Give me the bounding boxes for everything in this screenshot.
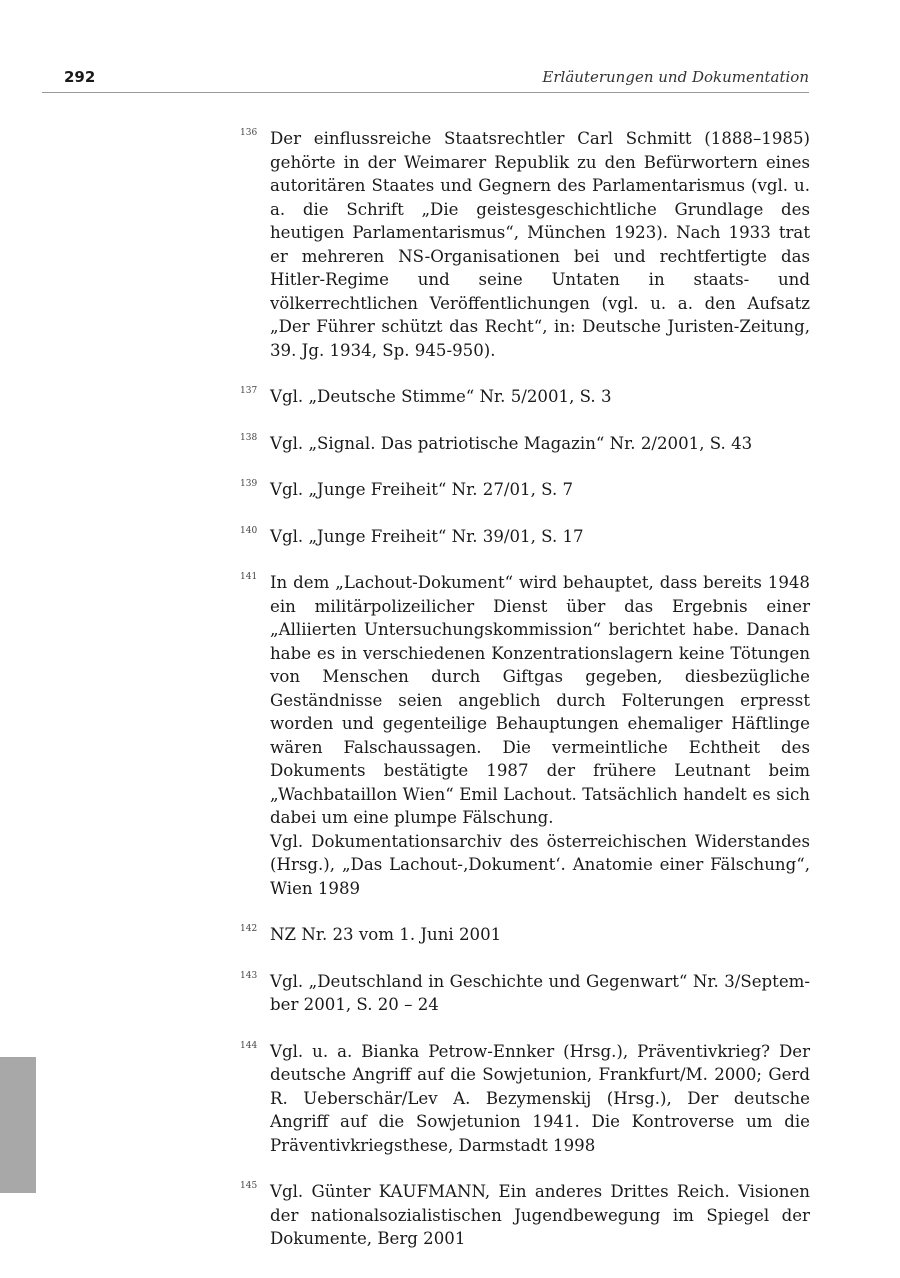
endnote-number: 142	[240, 924, 258, 934]
endnote	[240, 478, 810, 502]
endnote-number: 138	[240, 432, 258, 443]
endnote-text: Vgl. Günter KAUFMANN, Ein anderes Drittes Reich. Visionen der nationalsozialistischen Jugendbewegung im Spiegel der Dokumente, Berg 2001	[270, 1182, 810, 1248]
page-number: 292	[64, 68, 96, 86]
endnote	[240, 970, 810, 1017]
endnote-number: 145	[240, 1181, 258, 1191]
endnote-text: Vgl. „Junge Freiheit“ Nr. 39/01, S. 17	[270, 526, 584, 546]
section-thumb-tab	[0, 1057, 36, 1193]
endnote	[240, 432, 810, 456]
endnote-number: 136	[240, 128, 258, 138]
endnote	[240, 1040, 810, 1158]
endnote	[240, 923, 810, 947]
endnote-number: 144	[240, 1040, 258, 1051]
endnote-text: Vgl. u. a. Bianka Petrow-Ennker (Hrsg.), Präventivkrieg? Der deutsche Angriff auf die Sowjetunion, Frankfurt/M. 2000; Gerd R. Ueberschär/Lev A. Bezymenskij (Hrsg.), Der deutsche Angriff auf die Sowjetunion 1941. Die Kontroverse um die Präventivkriegsthese, Darmstadt 1998	[270, 1041, 810, 1155]
endnote-text: In dem „Lachout-Dokument“ wird behauptet, dass bereits 1948 ein militärpolizeilicher Dienst über das Ergebnis einer „Alliierten Untersuchungskommission“ berichtet habe. Danach habe es in verschiedenen Konzentrationslagern keine Tötungen von Menschen durch Giftgas gegeben, diesbezügliche Geständnisse seien angeblich durch Folterungen erpresst worden und gegenteilige Behauptungen ehemaliger Häftlinge wären Falschaussagen. Die vermeintliche Echtheit des Dokuments bestätigte 1987 der frühere Leutnant beim „Wachbataillon Wien“ Emil Lachout. Tatsächlich handelt es sich dabei um eine plumpe Fälschung.	[270, 573, 810, 827]
endnote	[240, 385, 810, 409]
running-title: Erläuterungen und Dokumentation	[542, 68, 809, 86]
endnote-text: Vgl. „Deutschland in Geschichte und Gegenwart“ Nr. 3/September 2001, S. 20 – 24	[270, 971, 810, 1014]
endnote	[240, 571, 810, 900]
endnote	[240, 1180, 810, 1251]
endnote-text: Der einflussreiche Staatsrechtler Carl Schmitt (1888–1985) gehörte in der Weimarer Republik zu den Befürwortern eines autoritären Staates und Gegnern des Parlamentarismus (vgl. u. a. die Schrift „Die geistesgeschichtliche Grundlage des heutigen Parlamentarismus“, München 1923). Nach 1933 trat er mehreren NS-Organisationen bei und rechtfertigte das Hitler-Regime und seine Untaten in staats- und völkerrechtlichen Veröffentlichungen (vgl. u. a. den Aufsatz „Der Führer schützt das Recht“, in: Deutsche Juristen-Zeitung, 39. Jg. 1934, Sp. 945-950).	[270, 129, 810, 360]
endnote-text: Vgl. „Junge Freiheit“ Nr. 27/01, S. 7	[270, 480, 574, 499]
endnote-text: Vgl. „Deutsche Stimme“ Nr. 5/2001, S. 3	[270, 387, 612, 406]
endnote	[240, 127, 810, 362]
endnote-number: 137	[240, 386, 258, 396]
endnote	[240, 525, 810, 549]
endnote-number: 140	[240, 525, 258, 536]
endnote-number: 139	[240, 479, 258, 489]
running-header	[42, 66, 809, 93]
endnote-citation: Vgl. Dokumentationsarchiv des österreichischen Widerstandes (Hrsg.), „Das Lachout-‚Dokument‘. Anatomie einer Fälschung“, Wien 1989	[270, 831, 810, 898]
endnotes-list	[240, 127, 810, 1274]
endnote-number: 143	[240, 970, 258, 981]
endnote-number: 141	[240, 572, 258, 582]
endnote-text: Vgl. „Signal. Das patriotische Magazin“ Nr. 2/2001, S. 43	[270, 433, 753, 453]
endnote-text: NZ Nr. 23 vom 1. Juni 2001	[270, 925, 502, 944]
